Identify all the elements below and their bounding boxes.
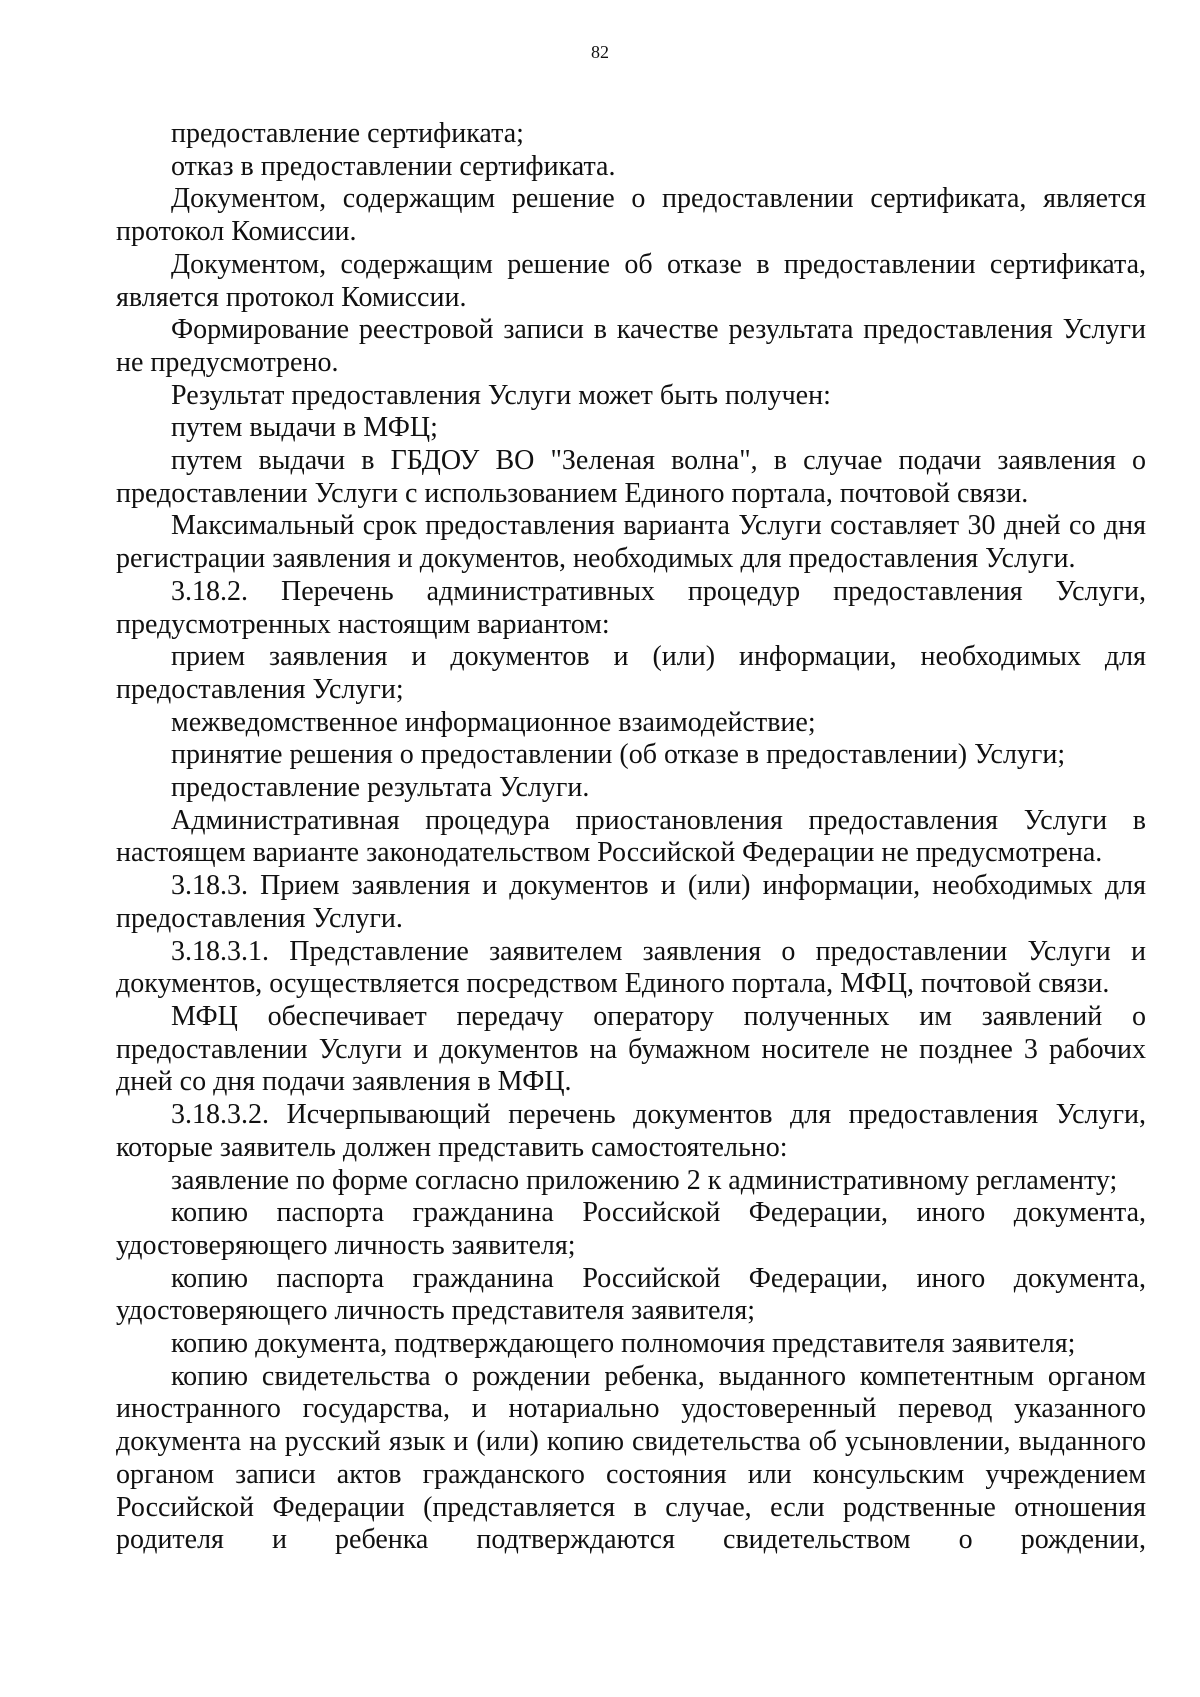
paragraph: Результат предоставления Услуги может быть получен: <box>171 379 831 411</box>
body-text <box>116 118 1146 1557</box>
paragraph: копию свидетельства о рождении ребенка, выданного компетентным органом иностранного государства, и нотариально удостоверенный перевод указанного документа на русский язык и (или) копию свидетельства об усыновлении, выданного органом записи актов гражданского состояния или консульским учреждением Российской Федерации (представляется в случае, если родственные отношения родителя и ребенка подтверждаются свидетельством о рождении, <box>116 1360 1146 1556</box>
paragraph: прием заявления и документов и (или) информации, необходимых для предоставления Услуги; <box>116 641 1146 705</box>
paragraph: 3.18.3.2. Исчерпывающий перечень документов для предоставления Услуги, которые заявитель должен представить самостоятельно: <box>116 1099 1146 1163</box>
paragraph: 3.18.3. Прием заявления и документов и (или) информации, необходимых для предоставления Услуги. <box>116 870 1146 934</box>
paragraph: МФЦ обеспечивает передачу оператору полученных им заявлений о предоставлении Услуги и документов на бумажном носителе не позднее 3 рабочих дней со дня подачи заявления в МФЦ. <box>116 1000 1146 1098</box>
paragraph: копию паспорта гражданина Российской Федерации, иного документа, удостоверяющего личность представителя заявителя; <box>116 1262 1146 1327</box>
paragraph: межведомственное информационное взаимодействие; <box>171 706 816 738</box>
paragraph: копию паспорта гражданина Российской Федерации, иного документа, удостоверяющего личность заявителя; <box>116 1197 1146 1261</box>
paragraph: путем выдачи в МФЦ; <box>171 412 438 444</box>
paragraph: 3.18.2. Перечень административных процедур предоставления Услуги, предусмотренных настоящим вариантом: <box>116 575 1146 640</box>
paragraph: предоставление сертификата; <box>171 118 524 149</box>
paragraph: Формирование реестровой записи в качестве результата предоставления Услуги не предусмотрено. <box>116 314 1146 378</box>
paragraph: путем выдачи в ГБДОУ ВО "Зеленая волна", в случае подачи заявления о предоставлении Услуги с использованием Единого портала, почтовой связи. <box>116 445 1146 509</box>
paragraph: Документом, содержащим решение о предоставлении сертификата, является протокол Комиссии. <box>116 183 1146 248</box>
paragraph: Административная процедура приостановления предоставления Услуги в настоящем варианте законодательством Российской Федерации не предусмотрена. <box>116 804 1146 869</box>
paragraph: принятие решения о предоставлении (об отказе в предоставлении) Услуги; <box>171 739 1066 771</box>
paragraph: копию документа, подтверждающего полномочия представителя заявителя; <box>171 1328 1076 1360</box>
paragraph: Документом, содержащим решение об отказе в предоставлении сертификата, является протокол Комиссии. <box>116 248 1146 313</box>
page-number: 82 <box>591 42 609 62</box>
paragraph: Максимальный срок предоставления варианта Услуги составляет 30 дней со дня регистрации заявления и документов, необходимых для предоставления Услуги. <box>116 510 1146 575</box>
paragraph: предоставление результата Услуги. <box>171 772 590 804</box>
paragraph: заявление по форме согласно приложению 2 к административному регламенту; <box>171 1164 1118 1196</box>
paragraph: отказ в предоставлении сертификата. <box>171 150 616 182</box>
paragraph: 3.18.3.1. Представление заявителем заявления о предоставлении Услуги и документов, осуществляется посредством Единого портала, МФЦ, почтовой связи. <box>116 935 1146 1000</box>
